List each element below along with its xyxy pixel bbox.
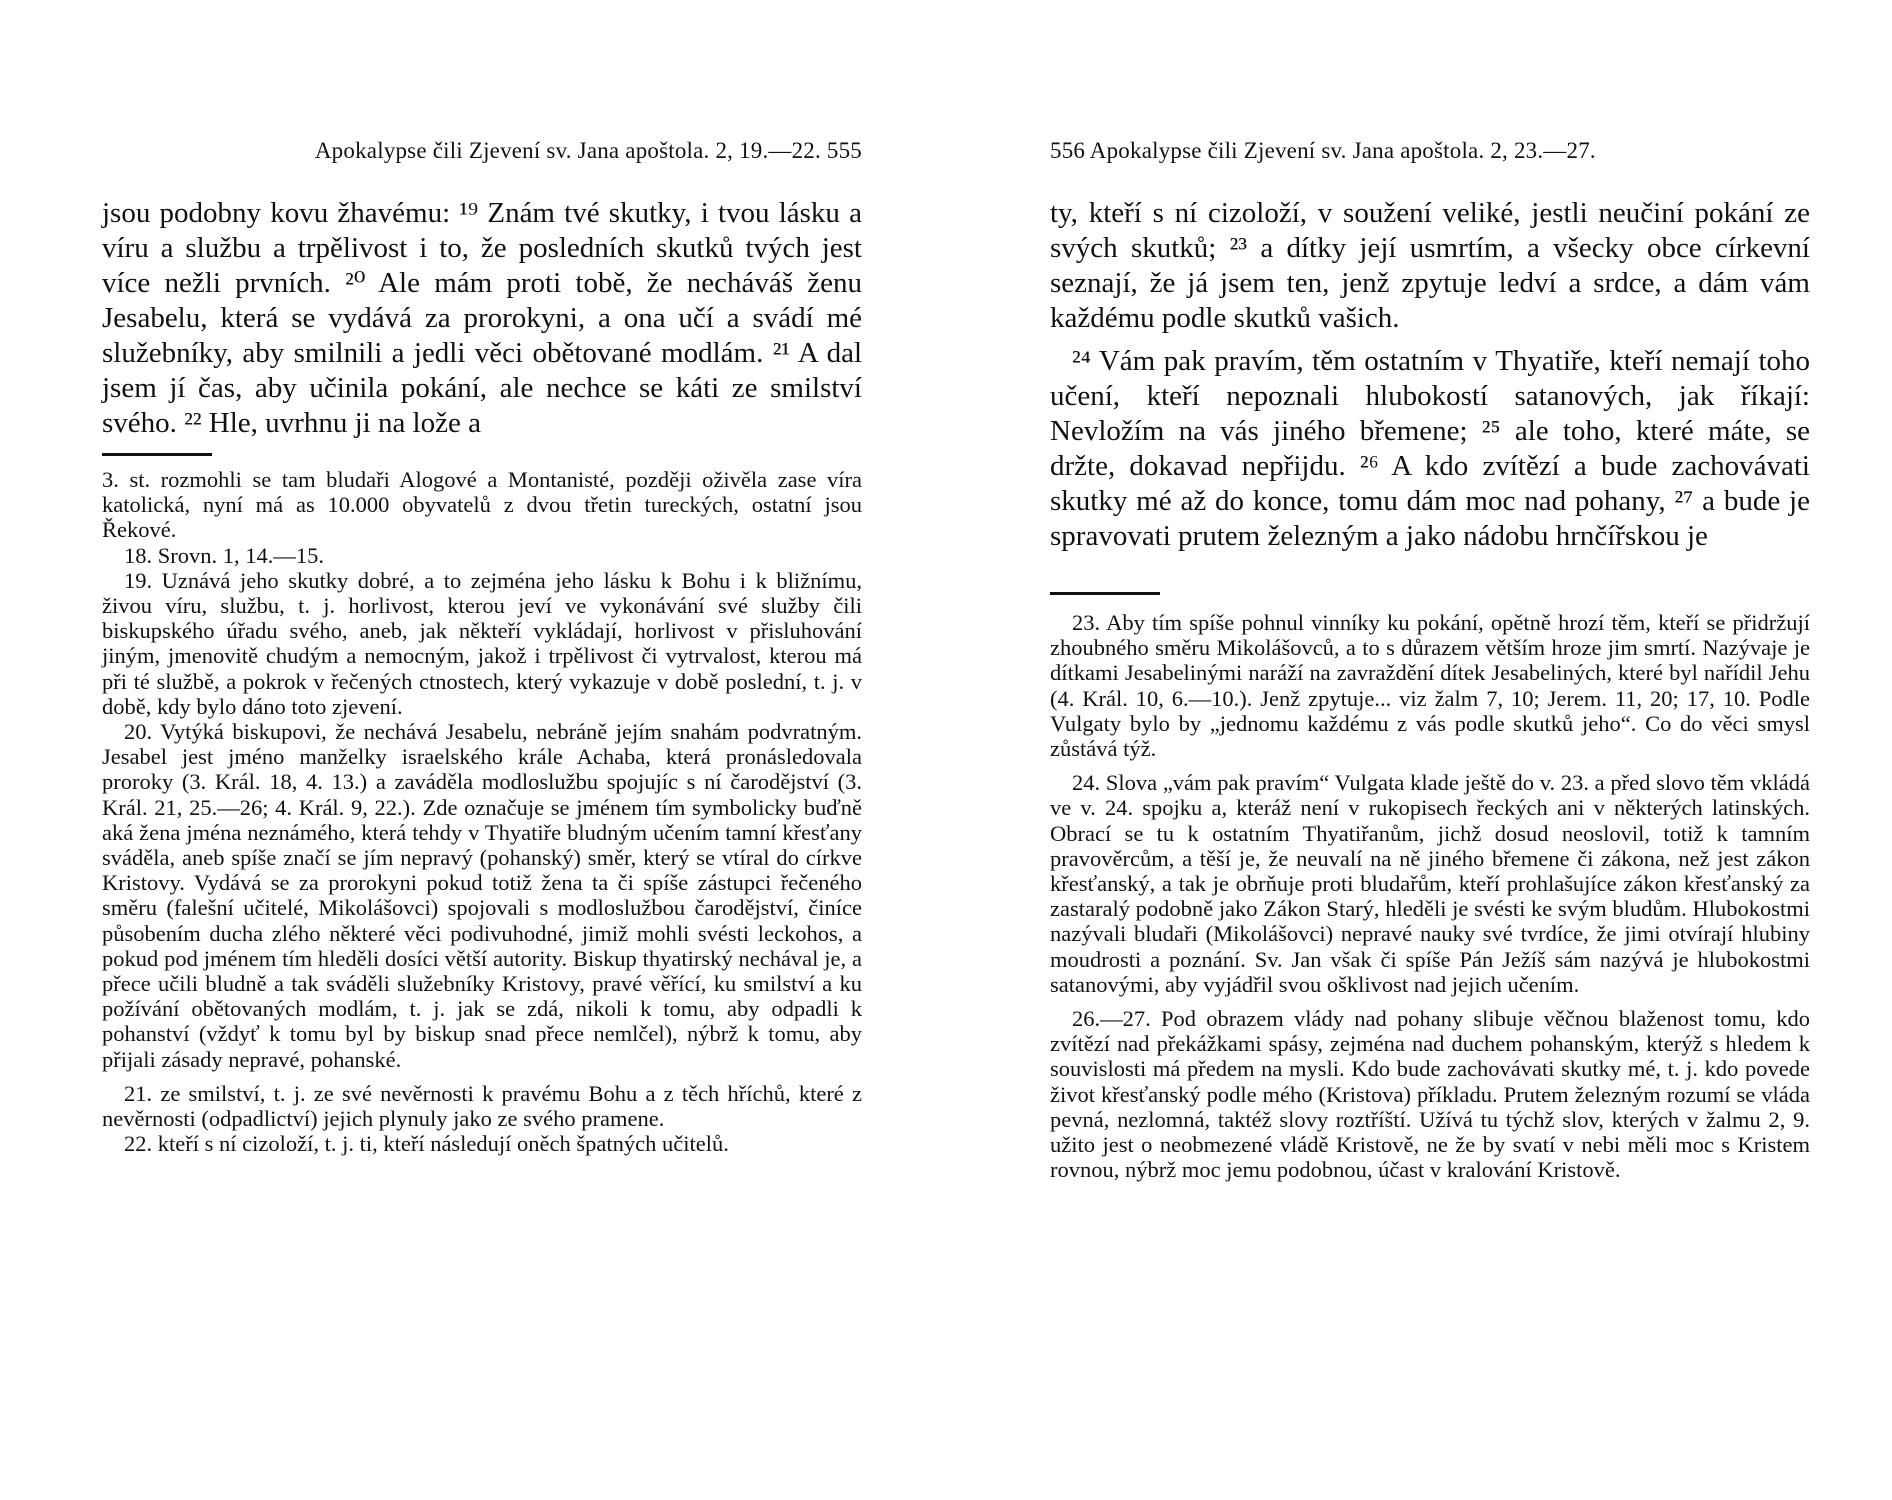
main-paragraph: jsou podobny kovu žhavému: ¹⁹ Znám tvé skutky, i tvou lásku a víru a službu a trpělivost i to, že posledních skutků tvých jest více nežli prvních. ²⁰ Ale mám proti tobě, že necháváš ženu Jesabelu, která se vydává za prorokyni, a ona učí a svádí mé služebníky, aby smilnili a jedli věci obětované modlám. ²¹ A dal jsem jí čas, aby učinila pokání, ale nechce se káti ze smilství svého. ²² Hle, uvrhnu ji na lože a	[102, 197, 862, 439]
running-head: Apokalypse čili Zjevení sv. Jana apoštola. 2, 19.—22. 555	[314, 138, 862, 163]
main-text	[102, 196, 862, 441]
note-paragraph: 26.—27. Pod obrazem vlády nad pohany slibuje věčnou blaženost tomu, kdo zvítězí nad překážkami spásy, zejména nad duchem pohanským, kterýž s hledem k souvislosti má předem na mysli. Kdo bude zachovávati skutky mé, t. j. kdo povede život křesťanský podle mého (Kristova) příkladu. Prutem železným rozumí se vláda pevná, nezlomná, taktéž slovy roztříští. Užívá tu týchž slov, kterých v žalmu 2, 9. užito jest o neobmezené vládě Kristově, ne že by svatí v nebi měli moc s Kristem rovnou, nýbrž moc jemu podobnou, účast v kralování Kristově.	[1050, 1006, 1810, 1183]
note-paragraph: 18. Srovn. 1, 14.—15.	[124, 542, 325, 568]
main-paragraph: ty, kteří s ní cizoloží, v soužení veliké, jestli neučiní pokání ze svých skutků; ²³ a dítky její usmrtím, a všecky obce církevní seznají, že já jsem ten, jenž zpytuje ledví a srdce, a dám vám každému podle skutků vašich.	[1050, 197, 1810, 334]
note-paragraph: 20. Vytýká biskupovi, že nechává Jesabelu, nebráně jejím snahám podvratným. Jesabel jest jméno manželky israelského krále Achaba, která pronásledovala proroky (3. Král. 18, 4. 13.) a zaváděla modloslužbu spojujíc s ní čarodějství (3. Král. 21, 25.—26; 4. Král. 9, 22.). Zde označuje se jménem tím symbolicky buďně aká žena jména neznámého, která tehdy v Thyatiře bludným učením tamní křesťany sváděla, aneb spíše značí se jím nepravý (pohanský) směr, který se vtíral do církve Kristovy. Vydává se za prorokyni pokud totiž žena ta či spíše zástupci řečeného směru (falešní učitelé, Mikolášovci) spojovali s modloslužbou čarodějství, činíce působením ducha zlého některé věci podivuhodné, jimiž mohli svésti leckohos, a pokud pod jménem tím hleděli dosíci větší autority. Biskup thyatirský nechával je, a přece učili bludně a tak sváděli služebníky Kristovy, pravé věřící, ku smilství a ku požívání obětovaných modlám, t. j. jak se zdá, nikoli k tomu, aby odpadli k pohanství (vždyť k tomu byl by biskup snad přece nemlčel), nýbrž k tomu, aby přijali zásady nepravé, pohanské.	[102, 719, 862, 1072]
note-paragraph: 24. Slova „vám pak pravím“ Vulgata klade ještě do v. 23. a před slovo těm vkládá ve v. 24. spojku a, kteráž není v rukopisech řeckých ani v některých latinských. Obrací se tu k ostatním Thyatiřanům, jichž dosud neoslovil, totiž k tamním pravověrcům, a těší je, že neuvalí na ně jiného břemene či zákona, než jest zákon křesťanský, a tak je obrňuje proti bludařům, kteří prohlašujíce zákon křesťanský za zastaralý podobně jako Zákon Starý, hleděli je svésti ke svým bludům. Hlubokostmi nazývali bludaři (Mikolášovci) nepravé nauky své tvrdíce, že jimi otvírají hlubiny moudrosti a poznání. Sv. Jan však či spíše Pán Ježíš sám nazývá je hlubokostmi satanovými, aby vyjádřil svou ošklivost nad jejich učením.	[1050, 770, 1810, 997]
footnote-rule	[102, 453, 212, 456]
note-paragraph: 22. kteří s ní cizoloží, t. j. ti, kteří následují oněch špatných učitelů.	[124, 1131, 729, 1157]
note-paragraph: 3. st. rozmohli se tam bludaři Alogové a Montanisté, později oživěla zase víra katolická, nyní má as 10.000 obyvatelů z dvou třetin tureckých, ostatní jsou Řekové.	[102, 467, 862, 543]
footnotes	[1050, 610, 1810, 1182]
main-text	[1050, 196, 1810, 554]
note-paragraph: 19. Uznává jeho skutky dobré, a to zejména jeho lásku k Bohu i k bližnímu, živou víru, službu, t. j. horlivost, kterou jeví ve vykonávání své služby čili biskupského úřadu svého, aneb, jak někteří vykládají, horlivost v přisluhování jiným, jmenovitě chudým a nemocným, jakož i trpělivost či vytrvalost, kterou má při té službě, a pokrok v řečených ctnostech, který vykazuje v době poslední, t. j. v době, kdy bylo dáno toto zjevení.	[102, 567, 862, 719]
main-paragraph: ²⁴ Vám pak pravím, těm ostatním v Thyatiře, kteří nemají toho učení, kteří nepoznali hlubokostí satanových, jak říkají: Nevložím na vás jiného břemene; ²⁵ ale toho, které máte, se držte, dokavad nepřijdu. ²⁶ A kdo zvítězí a bude zachovávati skutky mé až do konce, tomu dám moc nad pohany, ²⁷ a bude je spravovati prutem železným a jako nádobu hrnčířskou je	[1050, 345, 1810, 552]
note-paragraph: 23. Aby tím spíše pohnul vinníky ku pokání, opětně hrozí těm, kteří se přidržují zhoubného směru Mikolášovců, a to s důrazem větším hroze jim smrtí. Nazývaje je dítkami Jesabelinými naráží na zavraždění dítek Jesabeliných, které byl nařídil Jehu (4. Král. 10, 6.—10.). Jenž zpytuje... viz žalm 7, 10; Jerem. 11, 20; 17, 10. Podle Vulgaty bylo by „jednomu každému z vás podle skutků jeho“. Co do věci smysl zůstává týž.	[1050, 610, 1810, 762]
note-paragraph: 21. ze smilství, t. j. ze své nevěrnosti k pravému Bohu a z těch hříchů, které z nevěrnosti (odpadlictví) jejich plynuly jako ze svého pramene.	[102, 1080, 862, 1132]
running-head: 556 Apokalypse čili Zjevení sv. Jana apoštola. 2, 23.—27.	[1050, 138, 1596, 163]
footnote-rule	[1050, 592, 1160, 595]
footnotes	[102, 467, 862, 1156]
